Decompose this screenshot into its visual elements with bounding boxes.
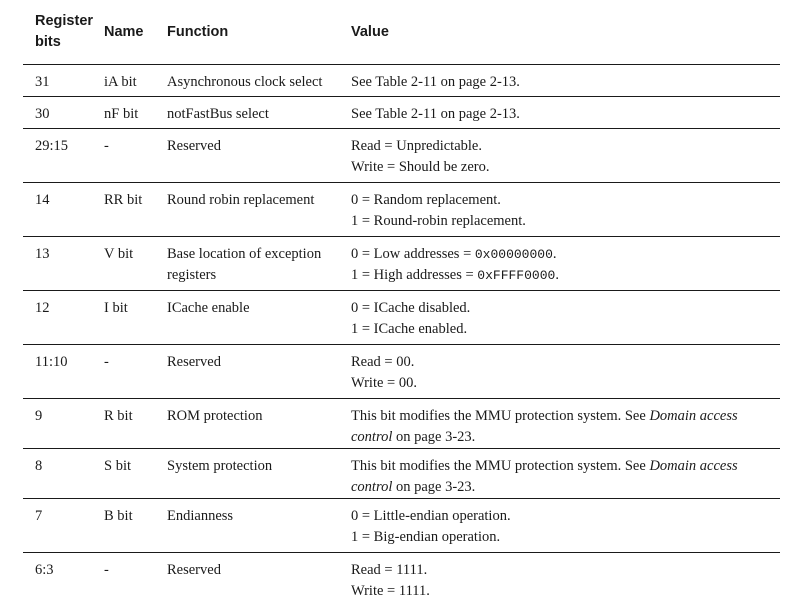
value-text: This bit modifies the MMU protection system. See — [351, 408, 650, 424]
table-row — [23, 183, 780, 237]
value-text: Read = 1111. — [351, 562, 428, 578]
function-line: Reserved — [167, 138, 221, 154]
value-line — [351, 527, 780, 548]
cell-name: - — [104, 129, 167, 183]
cell-function — [167, 129, 351, 183]
cell-value — [351, 399, 780, 449]
cell-register-bits: 12 — [23, 291, 104, 345]
cell-value — [351, 129, 780, 183]
cell-value — [351, 183, 780, 237]
header-bits-line: bits — [35, 34, 61, 50]
cross-reference-link-text: control — [351, 479, 393, 495]
function-line: Base location of exception — [167, 246, 322, 262]
cell-register-bits: 6:3 — [23, 553, 104, 613]
cell-register-bits: 8 — [23, 449, 104, 499]
header-function: Function — [167, 0, 351, 65]
table-header-row — [23, 0, 780, 65]
value-text: Write = Should be zero. — [351, 159, 490, 175]
value-line — [351, 157, 780, 178]
value-text: 0 = ICache disabled. — [351, 300, 471, 316]
cell-name: - — [104, 345, 167, 399]
header-value: Value — [351, 0, 780, 65]
value-text: 0 = Little-endian operation. — [351, 508, 511, 524]
cell-name: RR bit — [104, 183, 167, 237]
value-text: See Table 2-11 on page 2-13. — [351, 106, 520, 122]
value-text: Read = Unpredictable. — [351, 138, 482, 154]
cell-register-bits: 9 — [23, 399, 104, 449]
table-row — [23, 97, 780, 129]
hex-address: 0x00000000 — [474, 247, 553, 262]
value-text: Write = 00. — [351, 375, 417, 391]
value-line — [351, 190, 780, 211]
table-body — [23, 65, 780, 613]
cell-function — [167, 65, 351, 97]
function-line: Reserved — [167, 354, 221, 370]
value-line — [351, 136, 780, 157]
cell-name: iA bit — [104, 65, 167, 97]
value-line — [351, 352, 780, 373]
value-line — [351, 373, 780, 394]
value-line — [351, 506, 780, 527]
cell-function — [167, 399, 351, 449]
cell-name: - — [104, 553, 167, 613]
header-bits-line: Register — [35, 13, 94, 29]
value-text: on page 3-23. — [392, 479, 476, 495]
function-line: Endianness — [167, 508, 234, 524]
value-line — [351, 581, 780, 602]
table-row — [23, 291, 780, 345]
value-line — [351, 104, 780, 125]
value-text: . — [555, 267, 559, 283]
cell-function — [167, 345, 351, 399]
cell-function — [167, 183, 351, 237]
cell-function — [167, 97, 351, 129]
function-line: Reserved — [167, 562, 221, 578]
cell-name: V bit — [104, 237, 167, 291]
value-line — [351, 319, 780, 340]
function-line: System protection — [167, 458, 273, 474]
cell-value — [351, 345, 780, 399]
value-text: 1 = ICache enabled. — [351, 321, 468, 337]
value-text: 1 = Round-robin replacement. — [351, 213, 526, 229]
function-line: Asynchronous clock select — [167, 74, 323, 90]
cell-function — [167, 449, 351, 499]
value-text: This bit modifies the MMU protection system. See — [351, 458, 650, 474]
cell-function — [167, 499, 351, 553]
cell-function — [167, 237, 351, 291]
value-text: on page 3-23. — [392, 429, 476, 445]
value-text: 1 = Big-endian operation. — [351, 529, 501, 545]
value-text: 1 = High addresses = — [351, 267, 478, 283]
table-row — [23, 345, 780, 399]
value-line — [351, 265, 780, 286]
table-row — [23, 129, 780, 183]
register-bits-table — [23, 0, 780, 613]
cell-value — [351, 97, 780, 129]
value-line — [351, 456, 780, 477]
table-row — [23, 399, 780, 449]
table-row — [23, 449, 780, 499]
cell-value — [351, 237, 780, 291]
cell-value — [351, 449, 780, 499]
value-text: 0 = Low addresses = — [351, 246, 475, 262]
value-text: 0 = Random replacement. — [351, 192, 501, 208]
cell-name: B bit — [104, 499, 167, 553]
value-text: Read = 00. — [351, 354, 415, 370]
cross-reference-link-text: control — [351, 429, 393, 445]
cell-register-bits: 11:10 — [23, 345, 104, 399]
function-line: ICache enable — [167, 300, 250, 316]
value-line — [351, 298, 780, 319]
function-line: Round robin replacement — [167, 192, 315, 208]
cell-value — [351, 499, 780, 553]
cell-function — [167, 553, 351, 613]
value-line — [351, 72, 780, 93]
value-line — [351, 406, 780, 427]
cell-register-bits: 29:15 — [23, 129, 104, 183]
value-line — [351, 560, 780, 581]
cell-name: R bit — [104, 399, 167, 449]
cross-reference-link-text: Domain access — [649, 458, 738, 474]
value-line — [351, 244, 780, 265]
cell-name: I bit — [104, 291, 167, 345]
cell-name: nF bit — [104, 97, 167, 129]
value-line — [351, 477, 780, 498]
table-row — [23, 553, 780, 613]
table-row — [23, 237, 780, 291]
cell-value — [351, 291, 780, 345]
cross-reference-link-text: Domain access — [649, 408, 738, 424]
value-text: . — [552, 246, 557, 262]
table-row — [23, 65, 780, 97]
cell-register-bits: 7 — [23, 499, 104, 553]
header-name: Name — [104, 0, 167, 65]
header-register-bits — [23, 0, 104, 65]
cell-register-bits: 30 — [23, 97, 104, 129]
hex-address: 0xFFFF0000 — [477, 268, 556, 283]
function-line: ROM protection — [167, 408, 263, 424]
value-line — [351, 427, 780, 448]
cell-value — [351, 65, 780, 97]
value-text: See Table 2-11 on page 2-13. — [351, 74, 520, 90]
cell-value — [351, 553, 780, 613]
table-row — [23, 499, 780, 553]
cell-register-bits: 13 — [23, 237, 104, 291]
value-line — [351, 211, 780, 232]
cell-register-bits: 31 — [23, 65, 104, 97]
function-line: registers — [167, 267, 217, 283]
cell-function — [167, 291, 351, 345]
cell-register-bits: 14 — [23, 183, 104, 237]
function-line: notFastBus select — [167, 106, 269, 122]
cell-name: S bit — [104, 449, 167, 499]
value-text: Write = 1111. — [351, 583, 430, 599]
